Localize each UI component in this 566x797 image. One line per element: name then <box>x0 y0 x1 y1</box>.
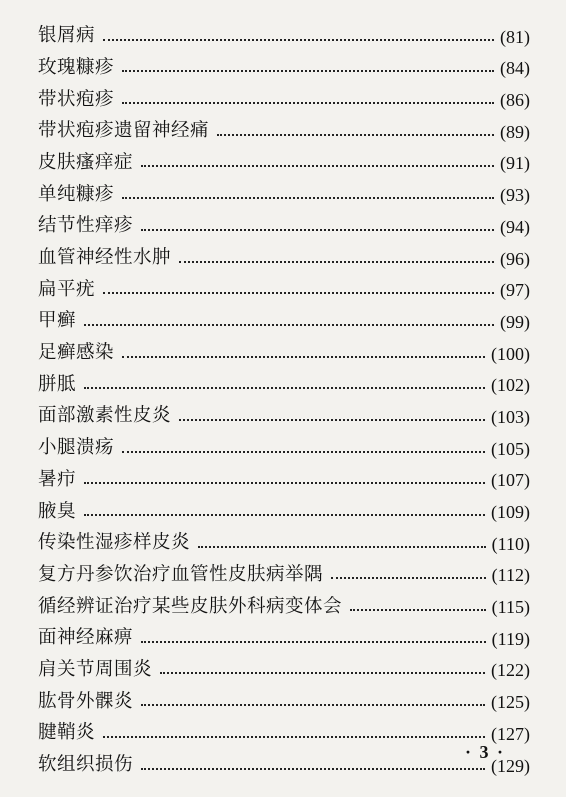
toc-entry-page: (115) <box>491 597 530 618</box>
toc-entry-page: (84) <box>500 58 530 79</box>
toc-entry-title: 传染性湿疹样皮炎 <box>38 532 191 554</box>
toc-entry <box>38 240 530 272</box>
toc-entry-page: (93) <box>500 185 530 206</box>
dot-leader <box>198 546 486 548</box>
toc-entry <box>38 493 530 525</box>
toc-entry-title: 血管神经性水肿 <box>38 247 172 268</box>
toc-entry-title: 循经辨证治疗某些皮肤外科病变体会 <box>38 595 343 617</box>
dot-leader <box>350 609 486 611</box>
dot-leader <box>141 641 486 643</box>
dot-leader <box>103 39 494 41</box>
toc-entry-title: 单纯糠疹 <box>38 183 115 205</box>
toc-entry-page: (100) <box>491 343 530 364</box>
dot-leader <box>141 165 494 167</box>
dot-leader <box>103 736 485 738</box>
dot-leader <box>179 261 494 263</box>
toc-entry-title: 胼胝 <box>38 373 77 395</box>
toc-entry-page: (129) <box>491 755 530 776</box>
dot-leader <box>122 451 485 453</box>
toc-entry <box>38 208 530 240</box>
toc-entry <box>38 50 530 82</box>
toc-entry-title: 甲癣 <box>38 310 77 332</box>
toc-entry <box>38 683 530 715</box>
toc-entry-title: 腋臭 <box>38 500 77 522</box>
toc-entry <box>38 145 530 177</box>
toc-entry <box>38 430 530 462</box>
toc-entry <box>38 462 530 494</box>
toc-entry-title: 腱鞘炎 <box>38 722 96 744</box>
toc-entry-page: (94) <box>500 216 530 237</box>
toc-entry-title: 复方丹参饮治疗血管性皮肤病举隅 <box>38 563 324 585</box>
toc-entry-title: 扁平疣 <box>38 278 96 300</box>
toc-entry-title: 足癣感染 <box>38 342 115 364</box>
toc-entry-page: (125) <box>491 692 530 713</box>
toc-entry-title: 带状疱疹 <box>38 88 115 110</box>
toc-entry-page: (119) <box>491 628 530 649</box>
toc-entry-title: 面神经麻痹 <box>38 627 134 649</box>
toc-entry <box>38 303 530 335</box>
toc-entry-title: 小腿溃疡 <box>38 437 115 459</box>
table-of-contents <box>38 18 530 779</box>
dot-leader <box>84 514 485 516</box>
dot-leader <box>122 356 485 358</box>
toc-entry <box>38 367 530 399</box>
toc-entry-title: 肩关节周围炎 <box>38 658 153 680</box>
dot-leader <box>179 419 485 421</box>
toc-entry <box>38 335 530 367</box>
dot-leader <box>141 704 485 706</box>
dot-leader <box>141 768 485 770</box>
toc-entry-title: 结节性痒疹 <box>38 215 134 237</box>
dot-leader <box>84 324 494 326</box>
toc-entry <box>38 525 530 557</box>
toc-entry-page: (110) <box>491 533 530 554</box>
toc-entry-page: (81) <box>500 26 530 47</box>
dot-leader <box>84 482 485 484</box>
toc-entry <box>38 588 530 620</box>
toc-entry-page: (107) <box>491 470 530 491</box>
toc-entry-title: 银屑病 <box>38 25 96 47</box>
toc-entry <box>38 18 530 50</box>
dot-leader <box>84 387 485 389</box>
toc-entry <box>38 652 530 684</box>
dot-leader <box>122 70 494 72</box>
toc-entry-title: 肱骨外髁炎 <box>38 690 134 712</box>
toc-entry-title: 皮肤瘙痒症 <box>38 151 134 173</box>
toc-entry-page: (105) <box>491 438 530 459</box>
dot-leader <box>122 197 494 199</box>
toc-entry-page: (103) <box>491 406 530 427</box>
toc-entry <box>38 620 530 652</box>
toc-entry <box>38 272 530 304</box>
toc-entry-page: (109) <box>491 502 530 522</box>
toc-entry-title: 面部激素性皮炎 <box>38 405 172 427</box>
page-number: · 3 · <box>464 742 505 762</box>
toc-entry-page: (127) <box>491 723 530 744</box>
dot-leader <box>331 577 486 579</box>
toc-entry <box>38 398 530 430</box>
dot-leader <box>217 134 494 136</box>
toc-entry-page: (91) <box>500 153 530 174</box>
toc-entry <box>38 81 530 113</box>
toc-entry-title: 软组织损伤 <box>38 754 134 775</box>
toc-entry-title: 暑疖 <box>38 468 77 490</box>
toc-entry <box>38 113 530 145</box>
toc-entry-page: (99) <box>500 311 530 332</box>
toc-entry-page: (89) <box>500 121 530 142</box>
toc-entry-page: (122) <box>491 660 530 681</box>
toc-entry-page: (102) <box>491 375 530 396</box>
dot-leader <box>141 229 494 231</box>
dot-leader <box>160 672 485 674</box>
toc-entry-title: 玫瑰糠疹 <box>38 56 115 78</box>
toc-entry-page: (86) <box>500 90 530 111</box>
toc-entry <box>38 557 530 589</box>
toc-entry-page: (97) <box>500 280 530 301</box>
toc-entry-page: (112) <box>491 565 530 586</box>
toc-entry-page: (96) <box>500 248 530 269</box>
toc-entry <box>38 176 530 208</box>
dot-leader <box>122 102 494 104</box>
dot-leader <box>103 292 494 294</box>
toc-entry-title: 带状疱疹遗留神经痛 <box>38 120 210 142</box>
